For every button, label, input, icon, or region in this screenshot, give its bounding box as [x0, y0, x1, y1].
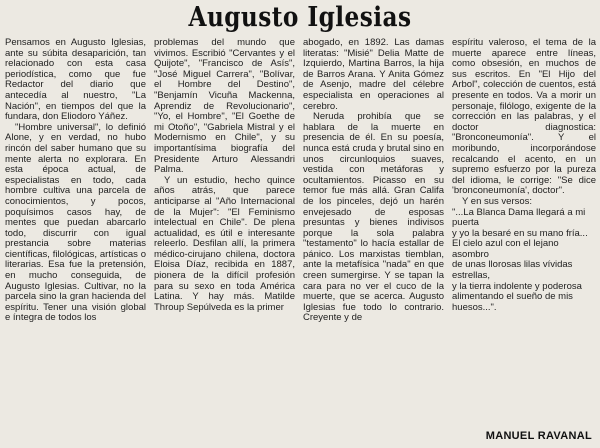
- verse-line: y yo la besaré en su mano fría...: [452, 227, 588, 239]
- verse-line: alimentando el sueño de mis huesos...".: [452, 291, 573, 313]
- paragraph: Neruda prohibía que se hablara de la muerte en presencia de él. En su poesía, nunca está cruda y brutal sino en unos circunloquios suaves, vestida con metáforas y ocultamientos. Picasso en su temor fue más allá. Gran Califa de los pinceles, dejó un harén envejesado de esposas presuntas y bienes indivisos porque la sola palabra "testamento" lo hacía estallar de pánico. Los marxistas tiemblan, ante la metafísica "nada" en que creen sumergirse. Y se tapan la cara para no ver el cuco de la muerte, que se acerca. Augusto Iglesias fue todo lo contrario. Creyente y de: [303, 111, 444, 324]
- article-column-1: [5, 38, 146, 324]
- verse-line: El cielo azul con el lejano asombro: [452, 238, 559, 260]
- paragraph: Pensamos en Augusto Iglesias, ante su súbita desaparición, tan relacionado con esta casa periodística, como que fue Redactor del diario que antecedía al nuestro, "La Nación", en tiempos del que la fundara, don Eliodoro Yáñez.: [5, 37, 146, 123]
- paragraph: problemas del mundo que vivimos. Escribió "Cervantes y el Quijote", "Francisco de Asís", "José Miguel Carrera", "Bolívar, el Hombre del Destino", "Benjamín Vicuña Mackenna, Aprendiz de Revolucionario", "Yo, el Hombre", "El Goethe de mi Otoño", "Gabriela Mistral y el Modernismo en Chile", y su importantísima biografía del Presidente Arturo Alessandri Palma.: [154, 37, 295, 176]
- verse-line: "...La Blanca Dama llegará a mi puerta: [452, 206, 586, 229]
- paragraph: Y un estudio, hecho quince años atrás, que parece anticiparse al "Año Internacional de la Mujer": "El Feminismo intelectual en Chile". De plena actualidad, es útil e interesante releerlo. Desfilan allí, la primera médico-cirujano chilena, doctora Eloisa Díaz, recibida en 1887, pionera de la difícil profesión para su sexo en toda América Latina. Y hay más. Matilde Throup Sepúlveda es la primer: [154, 174, 295, 313]
- article-headline: Augusto Iglesias: [188, 2, 412, 33]
- paragraph: espíritu valeroso, el tema de la muerte aparece entre líneas, como obsesión, en muchos de sus escritos. En "El Hijo del Arbol", colección de cuentos, está presente en todos. Va a morir un personaje, filólogo, exigente de la corrección en las palabras, y el doctor diagnostica: "Bronconeumonía". Y el moribundo, incorporándose recalcando el acento, en un supremo esfuerzo por la pureza del idioma, le corrige: "Se dice 'bronconeumonía', doctor".: [452, 37, 596, 197]
- verse-line: de unas llorosas lilas vívidas estrellas,: [452, 259, 573, 282]
- author-byline: MANUEL RAVANAL: [485, 430, 592, 442]
- paragraph: "Hombre universal", lo definió Alone, y en verdad, no hubo rincón del saber humano que su mente alerta no explorara. En esta época actual, de especialistas en todo, cada hombre cultiva una parcela de conocimientos, y pocos, poquísimos casos hay, de mentes que puedan abarcarlo todo, discurrir con igual prestancia sobre materias científicas, filológicas, artísticas o literarias. Esa fue la pretensión, en mucho conseguida, de Augusto Iglesias. Cultivar, no la parcela sino la gran hacienda del espíritu. Tener una visión global e íntegra de todos los: [5, 121, 146, 324]
- paragraph: Y en sus versos:: [462, 195, 533, 207]
- article-column-2: [154, 38, 295, 313]
- paragraph: abogado, en 1892. Las damas literatas: "Misié" Delia Matte de Izquierdo, Martina Barros, la hija de Barros Arana. Y Anita Gómez de Asenjo, madre del célebre especialista en operaciones al cerebro.: [303, 37, 444, 112]
- article-column-3: [303, 38, 444, 324]
- article-column-4: [452, 38, 596, 313]
- verse-line: y la tierra indolente y poderosa: [452, 280, 582, 292]
